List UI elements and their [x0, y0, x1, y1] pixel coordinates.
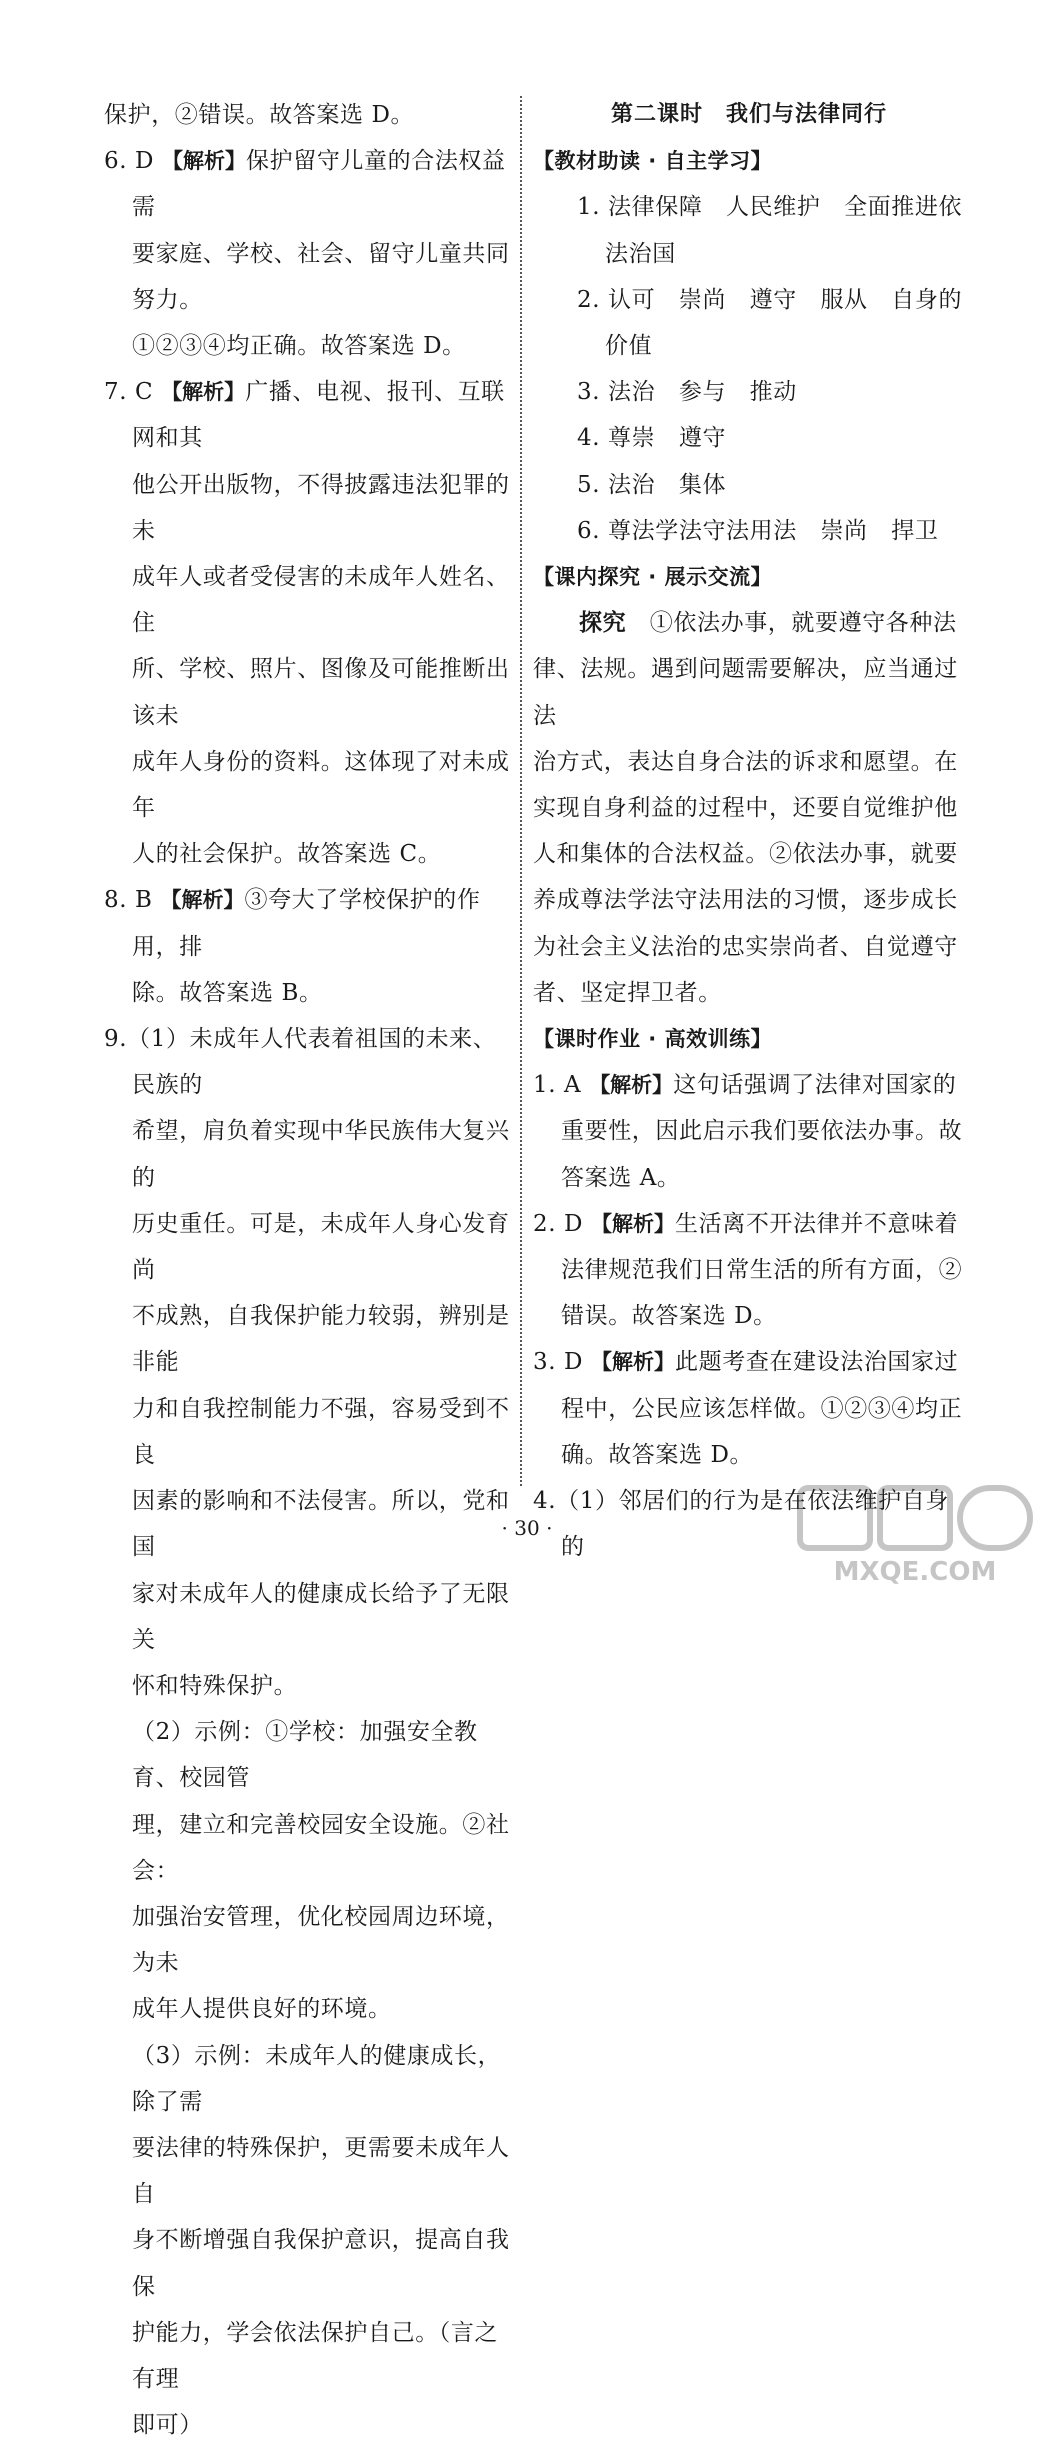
answer-9: [104, 1016, 514, 2448]
text-line: 实现自身利益的过程中，还要自觉维护他: [533, 795, 958, 822]
homework-4: 4.（1）邻居们的行为是在依法维护自身的: [533, 1488, 949, 1561]
text-line: 身不断增强自我保护意识，提高自我保: [132, 2227, 510, 2300]
column-divider: [520, 96, 522, 1486]
text-line: 法律规范我们日常生活的所有方面，②: [561, 1257, 963, 1284]
text-line: 希望，肩负着实现中华民族伟大复兴的: [132, 1118, 510, 1191]
fill-in-list: [533, 184, 965, 554]
text-line: 怀和特殊保护。: [132, 1672, 298, 1699]
text-line: 要法律的特殊保护，更需要未成年人自: [132, 2134, 510, 2208]
text-line: ①依法办事，就要遵守各种法: [626, 610, 957, 637]
text-line: 保护留守儿童的合法权益需: [132, 148, 506, 221]
text-line: 理，建立和完善校园安全设施。②社会：: [132, 1811, 510, 1884]
list-item: 3. 法治 参与 推动: [577, 379, 797, 406]
right-column: [533, 92, 965, 1571]
text-line: 家对未成年人的健康成长给予了无限关: [132, 1580, 510, 1653]
text-line: 护能力，学会依法保护自己。（言之有理: [132, 2319, 499, 2392]
analysis-tag: 【解析】: [160, 888, 245, 913]
answer-number: 6. D: [104, 148, 155, 175]
text-line: 成年人身份的资料。这体现了对未成年: [132, 748, 510, 822]
text-line: 要家庭、学校、社会、留守儿童共同努力。: [132, 240, 510, 313]
analysis-tag: 【解析】: [589, 1073, 674, 1098]
text-line: 即可）: [132, 2412, 203, 2439]
text-line: 他公开出版物，不得披露违法犯罪的未: [132, 471, 510, 544]
answer-number: 2. D: [533, 1210, 584, 1237]
text-line: 所、学校、照片、图像及可能推断出该未: [132, 656, 510, 729]
homework-2: [533, 1201, 965, 1340]
section-heading: 【课内探究 · 展示交流】: [533, 565, 773, 590]
text-line: 生活离不开法律并不意味着: [675, 1210, 959, 1237]
text-line: 人的社会保护。故答案选 C。: [132, 841, 442, 868]
list-item: 5. 法治 集体: [577, 471, 727, 498]
page-number: · 30 ·: [501, 1516, 553, 1540]
watermark-logo-icon: [790, 1480, 1040, 1590]
list-item: 4. 尊崇 遵守: [577, 425, 727, 452]
text-line: 养成尊法学法守法用法的习惯，逐步成长: [533, 887, 958, 914]
text-line: 成年人提供良好的环境。: [132, 1996, 392, 2023]
answer-6: [104, 138, 514, 369]
explore-block: [533, 600, 965, 1016]
text-line: 程中，公民应该怎样做。①②③④均正: [561, 1395, 963, 1422]
list-item: 2. 认可 崇尚 遵守 服从 自身的: [577, 286, 963, 313]
analysis-tag: 【解析】: [591, 1211, 676, 1236]
text-line: 者、坚定捍卫者。: [533, 979, 722, 1006]
list-item: 6. 尊法学法守法用法 崇尚 捍卫: [577, 517, 939, 544]
text-line: ③夸大了学校保护的作用，排: [132, 887, 481, 960]
watermark-text: MXQE.COM: [833, 1557, 997, 1587]
text-line: 价值: [605, 333, 653, 360]
text-line: 此题考查在建设法治国家过: [675, 1349, 959, 1376]
analysis-tag: 【解析】: [591, 1350, 676, 1375]
text-line: 律、法规。遇到问题需要解决，应当通过法: [533, 656, 958, 729]
text-line: 历史重任。可是，未成年人身心发育尚: [132, 1210, 510, 1284]
answer-number: 8. B: [104, 887, 153, 914]
text-line: 除。故答案选 B。: [132, 979, 323, 1006]
left-column: [104, 92, 514, 2448]
text-line: 力和自我控制能力不强，容易受到不良: [132, 1395, 510, 1468]
text-line: 保护，②错误。故答案选 D。: [104, 102, 415, 128]
text-line: 因素的影响和不法侵害。所以，党和国: [132, 1488, 510, 1561]
explore-label: 探究: [579, 610, 627, 637]
section-heading: 【课时作业 · 高效训练】: [533, 1027, 773, 1052]
analysis-tag: 【解析】: [161, 380, 246, 405]
analysis-tag: 【解析】: [162, 149, 247, 174]
text-line: 不成熟，自我保护能力较弱，辨别是非能: [132, 1303, 510, 1376]
text-line: 成年人或者受侵害的未成年人姓名、住: [132, 564, 510, 637]
text-line: 重要性，因此启示我们要依法办事。故: [561, 1118, 963, 1145]
answer-number: 7. C: [104, 379, 154, 406]
homework-3: [533, 1339, 965, 1478]
text-line: 治方式，表达自身合法的诉求和愿望。在: [533, 748, 958, 775]
text-line: ①②③④均正确。故答案选 D。: [132, 333, 466, 360]
lesson-title: 第二课时 我们与法律同行: [610, 102, 887, 127]
text-line: 确。故答案选 D。: [561, 1441, 754, 1468]
text-line: 广播、电视、报刊、互联网和其: [132, 379, 505, 452]
text-line: 答案选 A。: [561, 1164, 681, 1191]
answer-number: 3. D: [533, 1349, 584, 1376]
text-line: 加强治安管理，优化校园周边环境，为未: [132, 1903, 510, 1977]
answer-number: 1. A: [533, 1072, 582, 1099]
answer-8: [104, 877, 514, 1016]
list-item: 1. 法律保障 人民维护 全面推进依: [577, 194, 963, 221]
text-line: 为社会主义法治的忠实崇尚者、自觉遵守: [533, 933, 958, 960]
text-line: 9.（1）未成年人代表着祖国的未来、民族的: [104, 1026, 497, 1099]
text-line: 这句话强调了法律对国家的: [673, 1072, 957, 1099]
text-line: 人和集体的合法权益。②依法办事，就要: [533, 841, 958, 868]
text-line: （2）示例：①学校：加强安全教育、校园管: [132, 1719, 478, 1792]
homework-1: [533, 1062, 965, 1201]
text-line: 错误。故答案选 D。: [561, 1303, 777, 1330]
text-line: 法治国: [605, 240, 676, 267]
answer-7: [104, 369, 514, 877]
text-line: （3）示例：未成年人的健康成长，除了需: [132, 2042, 502, 2115]
section-heading: 【教材助读 · 自主学习】: [533, 149, 773, 174]
